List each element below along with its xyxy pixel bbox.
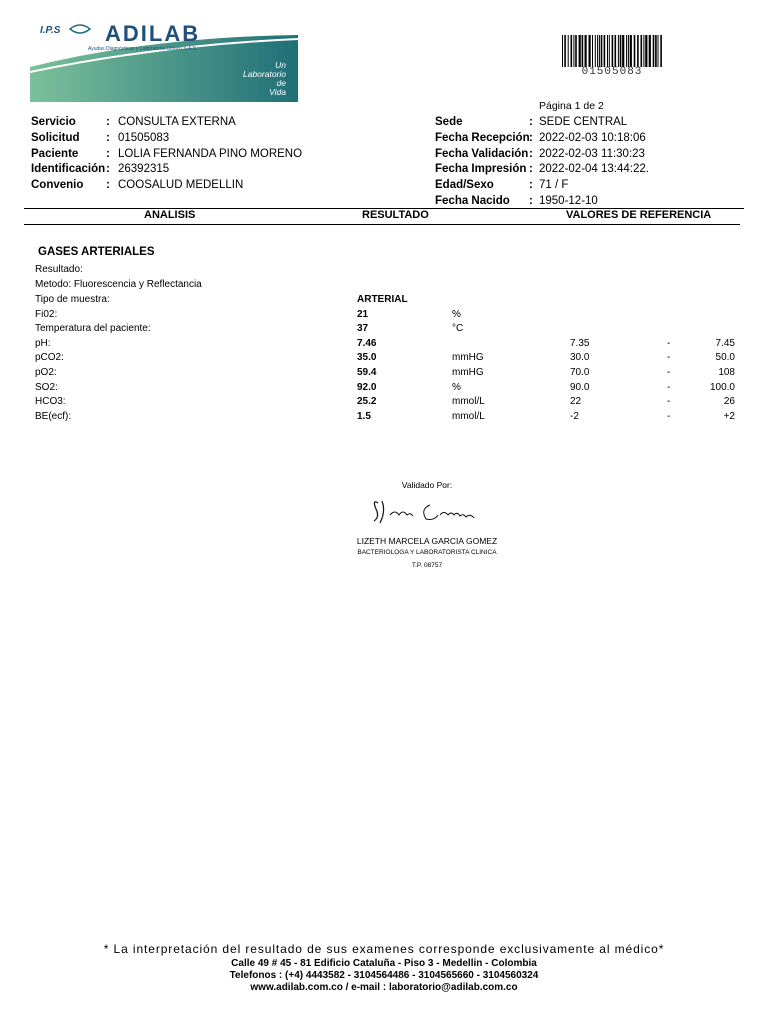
footer-web: www.adilab.com.co / e-mail : laboratorio@adilab.com.co bbox=[250, 982, 518, 993]
info-value: 26392315 bbox=[118, 163, 170, 176]
info-value: CONSULTA EXTERNA bbox=[118, 116, 236, 128]
validator-title: BACTERIOLOGA Y LABORATORISTA CLINICA bbox=[357, 549, 497, 556]
info-label: Identificación bbox=[31, 163, 106, 176]
row-ref-low: 30.0 bbox=[570, 352, 590, 364]
row-ref-high: +2 bbox=[723, 410, 735, 422]
info-label: Edad/Sexo bbox=[435, 179, 494, 192]
logo-subtitle: Ayudas Diagnósticas y Laboratorio Clínico S.A.S. bbox=[88, 46, 198, 52]
info-colon: : bbox=[529, 147, 533, 160]
logo-brand: ADILAB bbox=[105, 21, 201, 46]
info-label: Fecha Recepción bbox=[435, 131, 530, 144]
validator-tp: T.P. 08757 bbox=[411, 562, 443, 569]
row-name: Fi02: bbox=[35, 308, 58, 320]
page-indicator: Página 1 de 2 bbox=[539, 100, 604, 112]
row-value: 7.46 bbox=[357, 337, 377, 349]
row-name: pO2: bbox=[35, 367, 57, 378]
info-label: Paciente bbox=[31, 147, 79, 160]
logo-slogan: Un Laboratorio de Vida bbox=[242, 60, 286, 97]
info-colon: : bbox=[529, 116, 533, 128]
row-name: SO2: bbox=[35, 381, 58, 393]
info-label: Fecha Validación bbox=[435, 147, 529, 160]
row-unit: % bbox=[452, 308, 461, 320]
row-name: HCO3: bbox=[35, 396, 66, 408]
row-name: Temperatura del paciente: bbox=[35, 323, 151, 335]
signature bbox=[368, 495, 498, 534]
row-unit: °C bbox=[452, 323, 464, 335]
info-colon: : bbox=[106, 179, 110, 192]
row-value: 1.5 bbox=[357, 410, 371, 422]
method-note: Metodo: Fluorescencia y Reflectancia bbox=[35, 279, 202, 290]
row-ref-high: 108 bbox=[718, 367, 735, 378]
row-name: pCO2: bbox=[35, 352, 64, 364]
info-value: 2022-02-03 10:18:06 bbox=[539, 131, 646, 144]
row-ref-low: 70.0 bbox=[570, 367, 590, 378]
row-ref-low: 90.0 bbox=[570, 381, 590, 393]
row-value: ARTERIAL bbox=[357, 294, 408, 305]
validated-by-label: Validado Por: bbox=[401, 480, 453, 490]
row-unit: mmHG bbox=[452, 367, 484, 378]
validator-name: LIZETH MARCELA GARCIA GOMEZ bbox=[356, 536, 498, 546]
row-ref-low: 7.35 bbox=[570, 337, 590, 349]
info-colon: : bbox=[529, 163, 533, 176]
row-ref-high: 7.45 bbox=[715, 337, 735, 349]
footer-disclaimer: * La interpretación del resultado de sus examenes corresponde exclusivamente al médico* bbox=[103, 942, 665, 956]
info-label: Servicio bbox=[31, 116, 76, 128]
header-resultado: RESULTADO bbox=[362, 209, 429, 221]
section-title: GASES ARTERIALES bbox=[38, 246, 155, 258]
header-referencia: VALORES DE REFERENCIA bbox=[566, 209, 712, 221]
row-ref-high: 100.0 bbox=[709, 381, 735, 393]
row-value: 59.4 bbox=[357, 367, 377, 378]
info-colon: : bbox=[106, 163, 110, 176]
info-colon: : bbox=[529, 131, 533, 144]
info-label: Convenio bbox=[31, 179, 84, 192]
row-name: Tipo de muestra: bbox=[35, 294, 110, 305]
header-analisis: ANALISIS bbox=[144, 209, 196, 221]
row-name: BE(ecf): bbox=[35, 410, 72, 422]
info-value: LOLIA FERNANDA PINO MORENO bbox=[118, 147, 303, 160]
info-label: Solicitud bbox=[31, 131, 80, 144]
info-colon: : bbox=[106, 147, 110, 160]
row-ref-dash: - bbox=[667, 410, 671, 422]
row-value: 21 bbox=[357, 308, 369, 320]
info-label: Fecha Impresión bbox=[435, 163, 527, 176]
footer-address: Calle 49 # 45 - 81 Edificio Cataluña - Piso 3 - Medellin - Colombia bbox=[231, 958, 537, 969]
row-ref-high: 26 bbox=[723, 396, 735, 408]
info-value: 71 / F bbox=[539, 179, 569, 192]
info-value: 2022-02-03 11:30:23 bbox=[539, 147, 645, 160]
adilab-logo bbox=[30, 17, 298, 102]
row-value: 25.2 bbox=[357, 396, 377, 408]
logo-ips: I.P.S bbox=[40, 25, 61, 36]
info-label: Fecha Nacido bbox=[435, 195, 510, 207]
info-colon: : bbox=[106, 116, 110, 128]
info-value: SEDE CENTRAL bbox=[539, 116, 628, 128]
table-header-bottom-rule bbox=[24, 224, 740, 225]
row-unit: mmHG bbox=[452, 352, 484, 364]
info-colon: : bbox=[106, 131, 110, 144]
row-ref-low: 22 bbox=[570, 396, 582, 408]
row-name: pH: bbox=[35, 337, 51, 349]
row-value: 35.0 bbox=[357, 352, 377, 364]
row-ref-low: -2 bbox=[570, 410, 579, 422]
barcode-number: 01505083 bbox=[581, 66, 643, 78]
info-value: COOSALUD MEDELLIN bbox=[118, 179, 244, 192]
row-ref-dash: - bbox=[667, 337, 671, 349]
info-colon: : bbox=[529, 179, 533, 192]
footer-phones: Telefonos : (+4) 4443582 - 3104564486 - 3104565660 - 3104560324 bbox=[229, 970, 539, 981]
row-ref-high: 50.0 bbox=[715, 352, 735, 364]
row-ref-dash: - bbox=[667, 367, 671, 378]
info-label: Sede bbox=[435, 116, 463, 128]
info-colon: : bbox=[529, 195, 533, 207]
row-unit: mmol/L bbox=[452, 410, 485, 422]
row-unit: mmol/L bbox=[452, 396, 485, 408]
info-value: 01505083 bbox=[118, 131, 170, 144]
row-ref-dash: - bbox=[667, 381, 671, 393]
row-ref-dash: - bbox=[667, 396, 671, 408]
row-unit: % bbox=[452, 381, 461, 393]
row-ref-dash: - bbox=[667, 352, 671, 364]
row-value: 92.0 bbox=[357, 381, 377, 393]
row-value: 37 bbox=[357, 323, 369, 335]
result-note: Resultado: bbox=[35, 264, 83, 275]
info-value: 2022-02-04 13:44:22. bbox=[539, 163, 649, 176]
barcode bbox=[562, 35, 662, 67]
info-value: 1950-12-10 bbox=[539, 195, 598, 207]
